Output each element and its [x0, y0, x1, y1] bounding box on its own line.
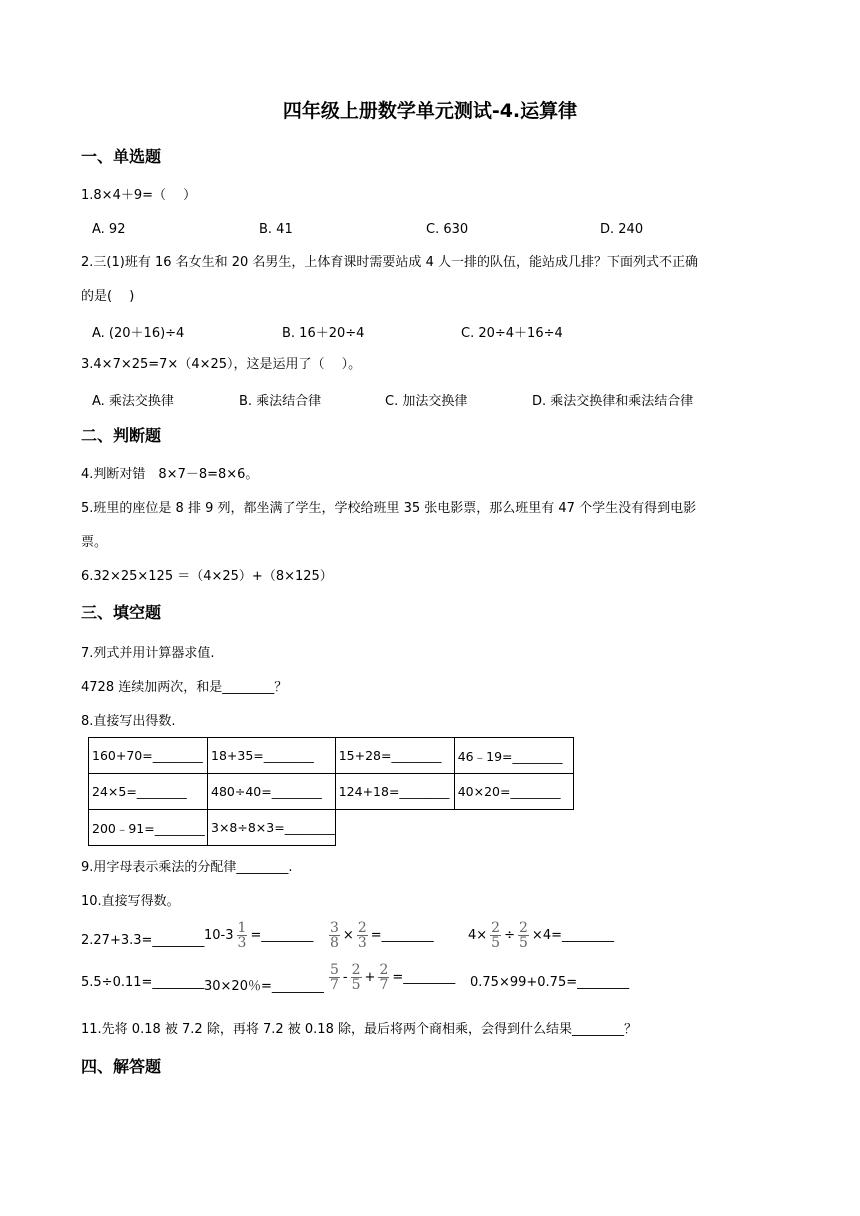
q10-calc-2	[204, 921, 313, 950]
table-cell: 160+70=________	[89, 738, 208, 774]
fraction-denominator: 7	[330, 977, 339, 993]
fraction-numerator: 2	[519, 920, 528, 936]
fraction	[378, 963, 389, 992]
q10-calc-2-prefix: 10-3	[204, 928, 234, 943]
q1-option-b: B. 41	[259, 222, 293, 237]
question-7-line-2: 4728 连续加两次，和是________？	[81, 680, 288, 695]
fraction-numerator: 5	[330, 962, 339, 978]
question-10: 10.直接写得数。	[81, 894, 180, 909]
question-6: 6.32×25×125 ＝（4×25）+（8×125）	[81, 569, 333, 584]
fraction-numerator: 3	[330, 920, 339, 936]
table-cell: 480÷40=________	[208, 774, 336, 810]
q3-option-d: D. 乘法交换律和乘法结合律	[532, 394, 694, 409]
operator: -	[342, 970, 348, 985]
q2-option-c: C. 20÷4＋16÷4	[461, 326, 563, 341]
table-cell: 24×5=________	[89, 774, 208, 810]
fraction-numerator: 2	[351, 962, 361, 978]
table-row	[89, 774, 574, 810]
fraction	[490, 921, 501, 950]
table-cell: 40×20=________	[454, 774, 573, 810]
operator: ÷	[504, 928, 515, 943]
q1-option-d: D. 240	[600, 222, 644, 237]
fraction-denominator: 5	[519, 935, 528, 951]
table-cell: 15+28=________	[335, 738, 454, 774]
q2-option-a: A. (20＋16)÷4	[92, 326, 185, 341]
operator: +	[364, 970, 376, 985]
q10-calc-4-prefix: 4×	[468, 928, 488, 943]
q10-calc-6: 30×20％=________	[204, 979, 324, 994]
fraction	[357, 921, 368, 950]
section-heading-fill-blank: 三、填空题	[81, 603, 162, 622]
q10-calc-4	[468, 921, 614, 950]
question-5-line-2: 票。	[81, 535, 108, 550]
table-cell: 124+18=________	[335, 774, 454, 810]
fraction	[351, 963, 362, 992]
q10-calc-3	[326, 921, 434, 950]
fraction-denominator: 3	[237, 935, 247, 951]
q10-calc-5: 5.5÷0.11=________	[81, 975, 205, 990]
q2-option-b: B. 16＋20÷4	[282, 326, 365, 341]
q8-answer-table	[88, 737, 574, 846]
question-1: 1.8×4＋9=（ ）	[81, 188, 197, 203]
fraction-numerator: 1	[237, 920, 247, 936]
q3-option-a: A. 乘法交换律	[92, 394, 174, 409]
question-4: 4.判断对错 8×7－8=8×6。	[81, 467, 259, 482]
section-heading-single-choice: 一、单选题	[81, 147, 162, 166]
q3-option-b: B. 乘法结合律	[239, 394, 322, 409]
q10-calc-3-suffix: =________	[370, 928, 434, 943]
operator: ×	[342, 928, 354, 943]
page-title: 四年级上册数学单元测试-4.运算律	[282, 100, 578, 122]
fraction-denominator: 3	[357, 935, 367, 951]
fraction	[329, 963, 340, 992]
fraction-numerator: 2	[357, 920, 367, 936]
table-row	[89, 810, 574, 846]
q3-option-c: C. 加法交换律	[385, 394, 468, 409]
question-2-line-2: 的是( )	[81, 289, 135, 304]
question-5-line-1: 5.班里的座位是 8 排 9 列，都坐满了学生，学校给班里 35 张电影票，那么班里有 47 个学生没有得到电影	[81, 501, 697, 516]
q1-option-c: C. 630	[426, 222, 469, 237]
table-cell: 18+35=________	[208, 738, 336, 774]
question-3: 3.4×7×25=7×（4×25），这是运用了（ ）。	[81, 357, 362, 372]
fraction-denominator: 7	[379, 977, 389, 993]
table-cell: 200﹣91=________	[89, 810, 208, 846]
question-2-line-1: 2.三(1)班有 16 名女生和 20 名男生，上体育课时需要站成 4 人一排的队伍，能站成几排？下面列式不正确	[81, 255, 698, 270]
fraction-denominator: 8	[330, 935, 339, 951]
fraction-denominator: 5	[351, 977, 361, 993]
table-row	[89, 738, 574, 774]
fraction-denominator: 5	[491, 935, 501, 951]
q10-calc-8: 0.75×99+0.75=________	[470, 975, 630, 990]
table-cell: 3×8÷8×3=________	[208, 810, 336, 846]
fraction-numerator: 2	[491, 920, 501, 936]
q10-calc-4-suffix: ×4=________	[531, 928, 614, 943]
table-cell: 46﹣19=________	[454, 738, 573, 774]
fraction	[518, 921, 529, 950]
fraction-numerator: 2	[379, 962, 389, 978]
q10-calc-7-suffix: =________	[392, 970, 456, 985]
q10-calc-7	[326, 963, 455, 992]
section-heading-true-false: 二、判断题	[81, 426, 162, 445]
q10-calc-1: 2.27+3.3=________	[81, 933, 205, 948]
question-9: 9.用字母表示乘法的分配律________.	[81, 860, 293, 875]
question-11: 11.先将 0.18 被 7.2 除，再将 7.2 被 0.18 除，最后将两个商相乘，会得到什么结果________？	[81, 1022, 637, 1037]
question-8: 8.直接写出得数.	[81, 714, 176, 729]
question-7-line-1: 7.列式并用计算器求值.	[81, 646, 215, 661]
section-heading-solve: 四、解答题	[81, 1057, 162, 1076]
fraction	[329, 921, 340, 950]
fraction	[237, 921, 248, 950]
q10-calc-2-suffix: =________	[250, 928, 314, 943]
q1-option-a: A. 92	[92, 222, 126, 237]
